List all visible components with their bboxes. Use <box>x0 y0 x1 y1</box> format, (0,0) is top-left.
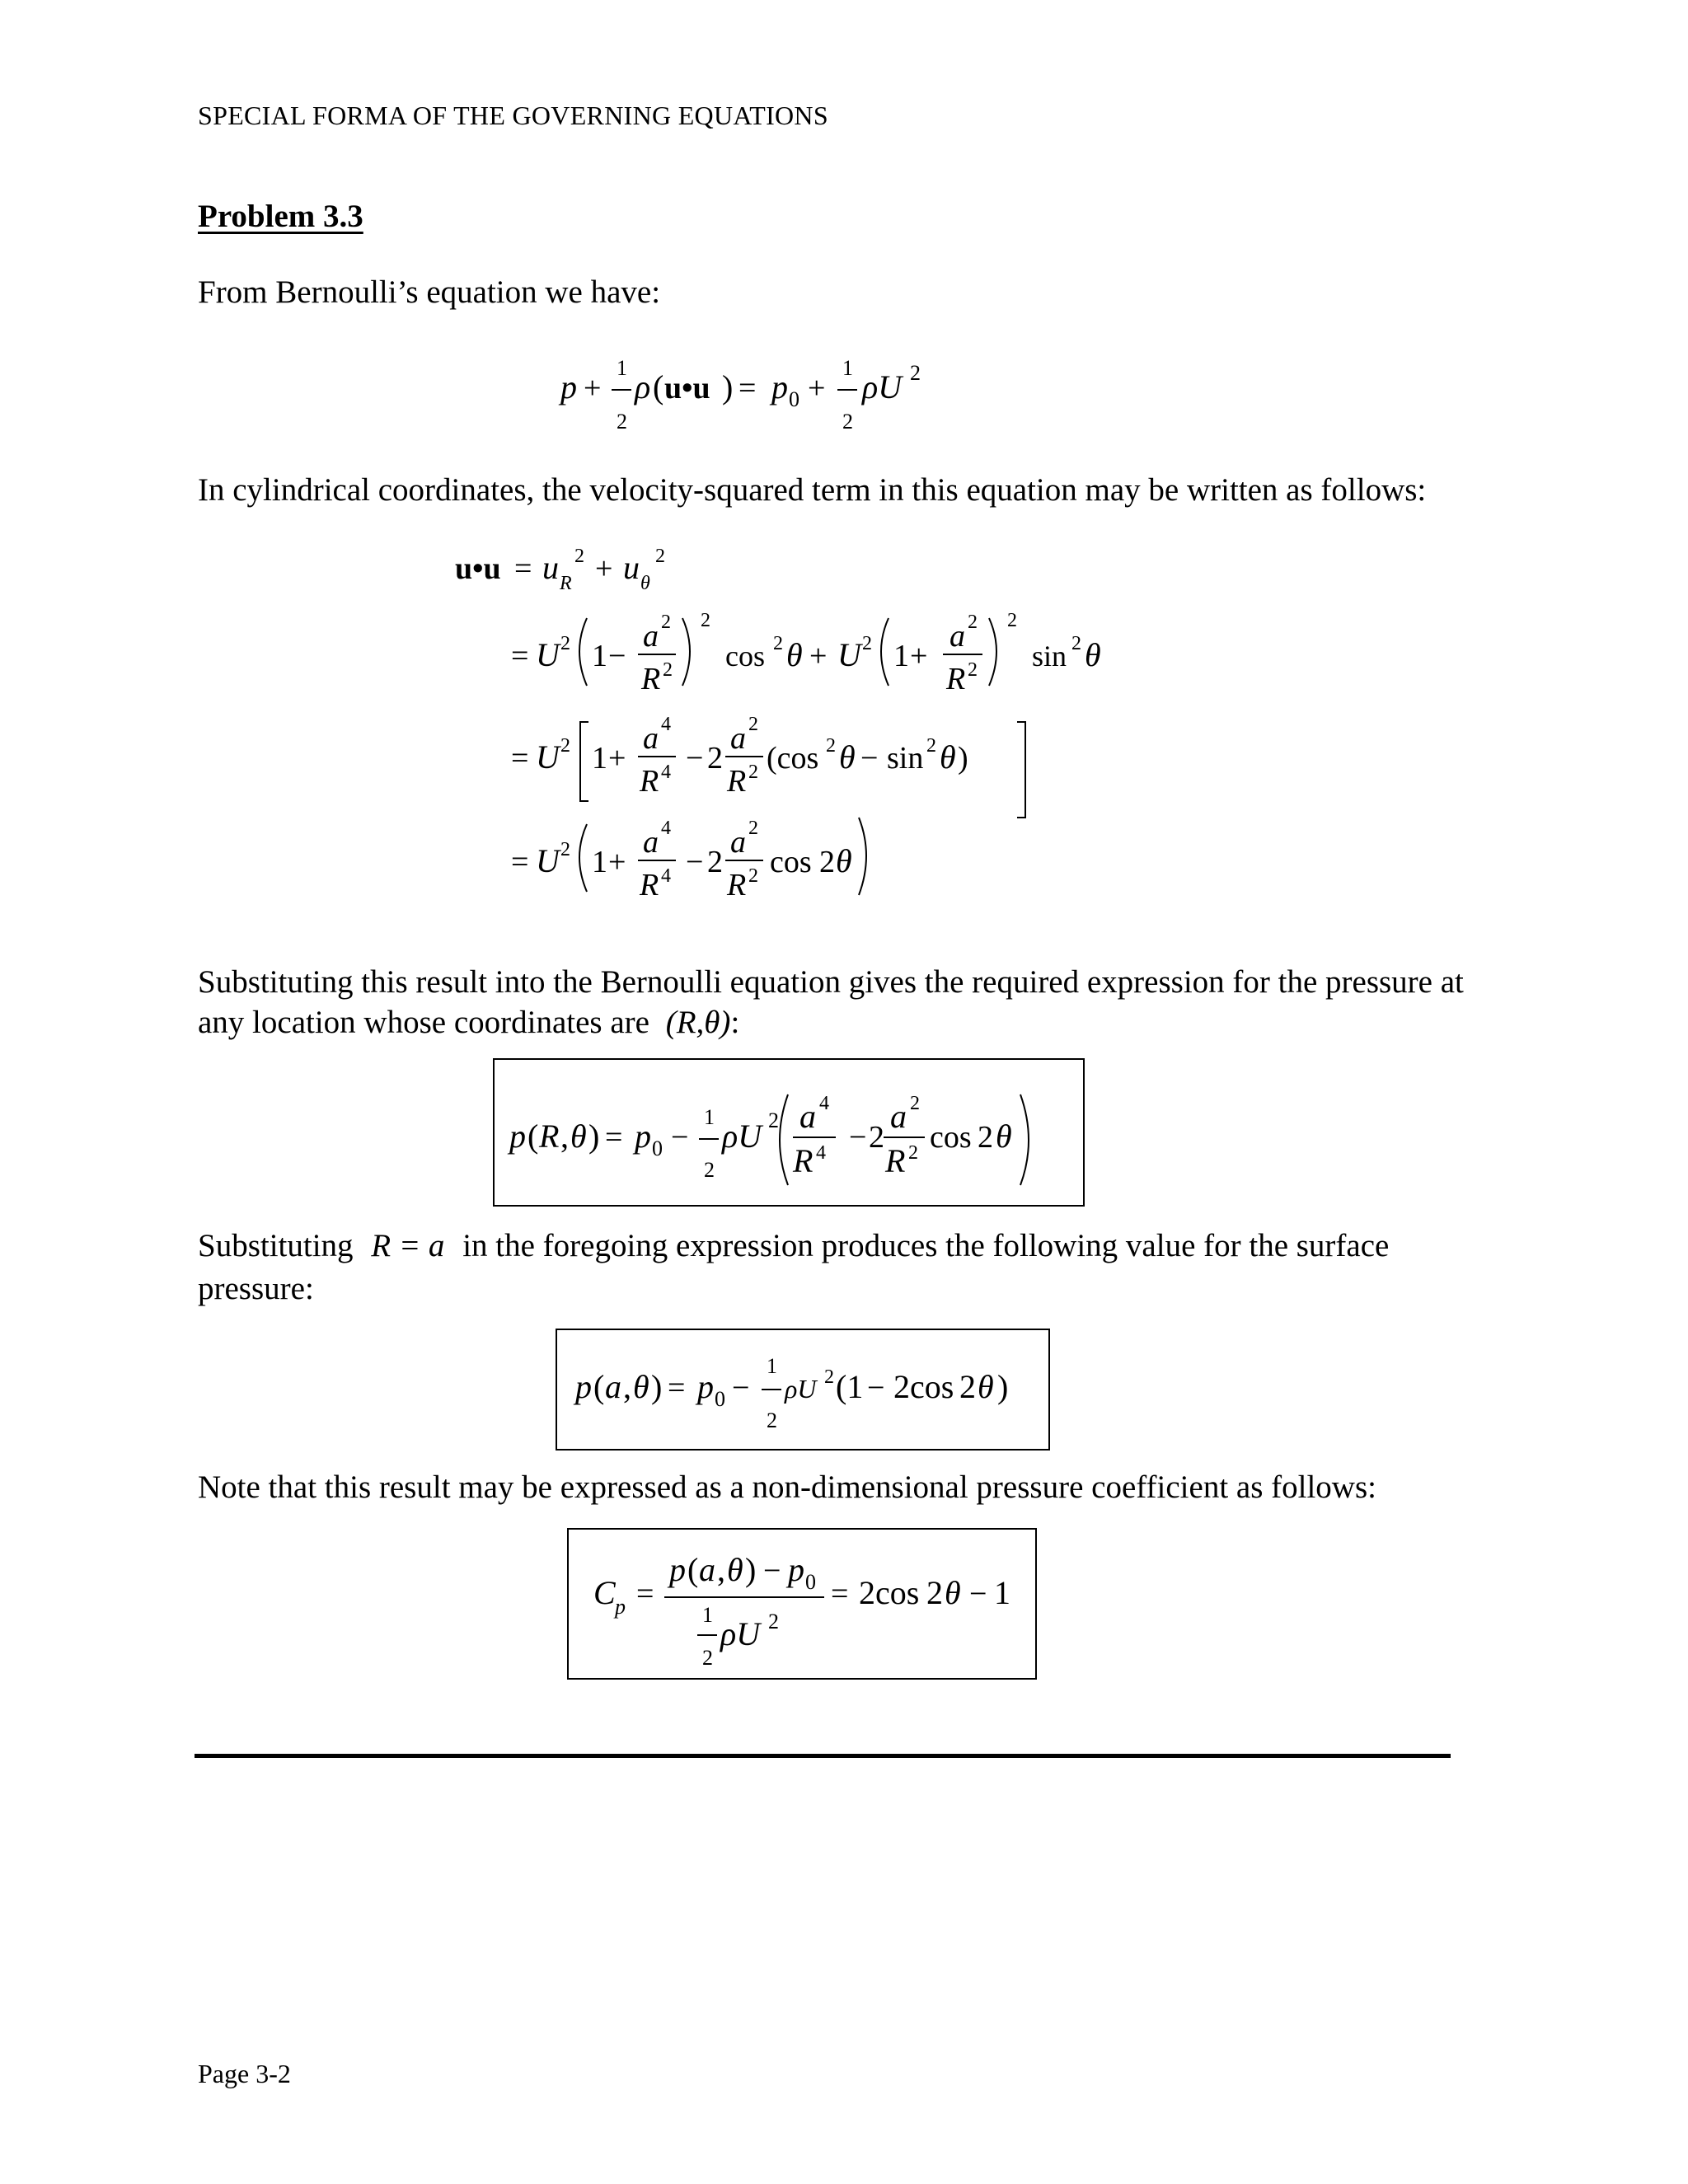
svg-text:1: 1 <box>842 356 853 380</box>
svg-text:=: = <box>511 639 529 673</box>
svg-text:θ: θ <box>945 1574 961 1611</box>
svg-text:2: 2 <box>707 741 723 776</box>
svg-text:u: u <box>623 549 640 586</box>
svg-text:ρ: ρ <box>635 368 651 405</box>
svg-text:p: p <box>575 1368 592 1405</box>
svg-text:cos: cos <box>725 640 765 673</box>
svg-text:=: = <box>668 1371 686 1405</box>
equation-bernoulli <box>552 350 981 441</box>
svg-text:2: 2 <box>869 1120 884 1155</box>
svg-text:R: R <box>640 764 659 799</box>
svg-text:R: R <box>641 662 661 696</box>
svg-text:+: + <box>595 551 613 586</box>
svg-text:a: a <box>643 825 659 860</box>
svg-text:1: 1 <box>994 1574 1010 1611</box>
coords-math: (R,θ) <box>665 1005 731 1040</box>
svg-text:a: a <box>730 825 746 860</box>
svg-text:p: p <box>697 1368 714 1405</box>
svg-text:4: 4 <box>819 1093 829 1114</box>
svg-text:u•u: u•u <box>455 551 501 586</box>
svg-text:R: R <box>727 868 747 902</box>
svg-text:0: 0 <box>805 1570 816 1594</box>
svg-text:θ: θ <box>640 573 650 594</box>
svg-text:2: 2 <box>842 410 853 434</box>
svg-text:−: − <box>763 1554 781 1588</box>
svg-text:a: a <box>950 619 965 654</box>
svg-text:a: a <box>643 721 659 756</box>
svg-text:2: 2 <box>748 762 758 783</box>
svg-text:R: R <box>640 868 659 902</box>
svg-text:2: 2 <box>617 410 627 434</box>
svg-text:2: 2 <box>968 659 978 681</box>
svg-text:R: R <box>727 764 747 799</box>
svg-text:p: p <box>509 1118 526 1155</box>
svg-text:2: 2 <box>926 735 936 757</box>
page-number: Page 3-2 <box>198 2059 291 2088</box>
svg-text:2cos: 2cos <box>859 1574 920 1611</box>
svg-text:): ) <box>588 1118 600 1155</box>
svg-text:2: 2 <box>819 845 835 879</box>
paragraph-substitution-end: : <box>730 1005 740 1040</box>
svg-text:θ: θ <box>633 1368 649 1405</box>
svg-text:(: ( <box>687 1551 699 1588</box>
svg-text:(: ( <box>653 368 664 405</box>
svg-text:+: + <box>608 845 626 879</box>
svg-text:U: U <box>837 636 861 673</box>
paragraph-cylindrical: In cylindrical coordinates, the velocity-squared term in this equation may be written as follows: <box>198 472 1427 508</box>
svg-text:a: a <box>699 1551 715 1588</box>
svg-text:): ) <box>745 1551 757 1588</box>
svg-text:−: − <box>849 1120 867 1155</box>
svg-text:u: u <box>542 549 559 586</box>
equation-surface-pressure <box>569 1338 1047 1444</box>
svg-text:p: p <box>560 368 577 405</box>
svg-text:θ: θ <box>996 1118 1012 1155</box>
svg-text:2: 2 <box>978 1120 993 1155</box>
svg-text:+: + <box>584 371 602 405</box>
svg-text:2: 2 <box>560 633 570 654</box>
svg-text:a: a <box>890 1098 907 1135</box>
svg-text:(cos: (cos <box>767 741 819 776</box>
svg-text:R: R <box>885 1142 906 1179</box>
boxed-equation-pressure-coefficient <box>567 1528 1037 1680</box>
svg-text:cos: cos <box>770 845 812 879</box>
svg-text:=: = <box>738 371 757 405</box>
svg-text:2: 2 <box>704 1158 715 1182</box>
svg-text:C: C <box>593 1574 616 1611</box>
svg-text:+: + <box>808 371 826 405</box>
svg-text:p: p <box>771 368 788 405</box>
svg-text:1: 1 <box>617 356 627 380</box>
equation-velocity-squared <box>445 544 1154 931</box>
svg-text:1: 1 <box>704 1105 715 1129</box>
svg-text:ρU: ρU <box>862 368 903 405</box>
svg-text:2: 2 <box>748 714 758 735</box>
svg-text:2: 2 <box>707 845 723 879</box>
svg-text:1: 1 <box>592 845 607 879</box>
svg-text:4: 4 <box>816 1142 826 1164</box>
svg-text:2: 2 <box>748 818 758 839</box>
paragraph-intro: From Bernoulli’s equation we have: <box>198 274 661 310</box>
svg-text:−: − <box>969 1577 987 1611</box>
svg-text:−: − <box>732 1371 750 1405</box>
svg-text:2: 2 <box>702 1646 713 1670</box>
svg-text:2: 2 <box>560 839 570 860</box>
svg-text:U: U <box>536 738 560 776</box>
paragraph-surface-a: Substituting <box>198 1228 354 1263</box>
svg-text:R: R <box>539 1118 560 1155</box>
paragraph-substitution <box>198 962 1467 1043</box>
svg-text:2: 2 <box>926 1574 943 1611</box>
svg-text:1: 1 <box>592 639 607 673</box>
svg-text:2: 2 <box>824 1366 834 1388</box>
equation-pressure-field <box>503 1076 1080 1192</box>
boxed-equation-surface-pressure <box>556 1329 1050 1451</box>
svg-text:sin: sin <box>1032 640 1067 673</box>
svg-text:θ: θ <box>786 636 803 673</box>
svg-text:2: 2 <box>560 735 570 757</box>
svg-text:θ: θ <box>570 1118 587 1155</box>
svg-text:R: R <box>793 1142 814 1179</box>
horizontal-rule <box>195 1754 1451 1758</box>
svg-text:2: 2 <box>910 361 921 385</box>
paragraph-surface <box>198 1225 1467 1310</box>
svg-text:0: 0 <box>652 1137 663 1160</box>
svg-text:θ: θ <box>727 1551 743 1588</box>
paragraph-substitution-text: Substituting this result into the Bernoulli equation gives the required expression for the pressure at any location whose coordinates are <box>198 964 1464 1040</box>
svg-text:ρU: ρU <box>720 1615 761 1652</box>
svg-text:=: = <box>605 1120 623 1155</box>
svg-text:U: U <box>536 636 560 673</box>
svg-text:−: − <box>686 845 704 879</box>
svg-text:2: 2 <box>968 612 978 633</box>
svg-text:u•u: u•u <box>664 371 710 405</box>
svg-text:p: p <box>615 1595 626 1619</box>
svg-text:θ: θ <box>940 738 956 776</box>
svg-text:p: p <box>788 1551 804 1588</box>
equation-pressure-coefficient <box>577 1538 1030 1673</box>
svg-text:2: 2 <box>767 1408 777 1432</box>
svg-text:1: 1 <box>767 1354 777 1378</box>
svg-text:1: 1 <box>893 639 909 673</box>
svg-text:R: R <box>946 662 966 696</box>
svg-text:2: 2 <box>661 612 671 633</box>
svg-text:−: − <box>608 639 626 673</box>
svg-text:2: 2 <box>768 1108 779 1132</box>
svg-text:+: + <box>608 741 626 776</box>
svg-text:(1: (1 <box>836 1368 864 1405</box>
svg-text:4: 4 <box>661 762 671 783</box>
svg-text:θ: θ <box>1085 636 1101 673</box>
svg-text:2: 2 <box>910 1093 920 1114</box>
svg-text:=: = <box>636 1577 654 1611</box>
svg-text:p: p <box>635 1118 651 1155</box>
svg-text:=: = <box>514 551 532 586</box>
svg-text:): ) <box>958 741 968 776</box>
svg-text:): ) <box>722 368 734 405</box>
svg-text:2: 2 <box>908 1142 918 1164</box>
svg-text:θ: θ <box>836 842 852 879</box>
svg-text:4: 4 <box>661 818 671 839</box>
svg-text:2: 2 <box>574 546 584 567</box>
svg-text:0: 0 <box>789 387 799 411</box>
svg-text:2: 2 <box>959 1368 976 1405</box>
svg-text:): ) <box>997 1368 1009 1405</box>
svg-text:2: 2 <box>701 610 710 631</box>
svg-text:+: + <box>910 639 928 673</box>
svg-text:θ: θ <box>978 1368 994 1405</box>
svg-text:(: ( <box>528 1118 539 1155</box>
svg-text:a: a <box>799 1098 816 1135</box>
svg-text:2: 2 <box>663 659 673 681</box>
svg-text:2: 2 <box>826 735 836 757</box>
svg-text:p: p <box>669 1551 686 1588</box>
svg-text:2: 2 <box>748 865 758 887</box>
svg-text:=: = <box>831 1577 849 1611</box>
svg-text:2: 2 <box>773 633 783 654</box>
boxed-equation-pressure-field <box>493 1058 1085 1207</box>
svg-text:2: 2 <box>768 1610 779 1633</box>
svg-text:4: 4 <box>661 714 671 735</box>
svg-text:,: , <box>623 1368 631 1405</box>
svg-text:,: , <box>560 1118 569 1155</box>
svg-text:a: a <box>643 619 659 654</box>
svg-text:1: 1 <box>592 741 607 776</box>
svg-text:2: 2 <box>862 633 872 654</box>
svg-text:2: 2 <box>1007 610 1017 631</box>
problem-title: Problem 3.3 <box>198 199 363 234</box>
svg-text:−: − <box>671 1120 689 1155</box>
svg-text:a: a <box>605 1368 621 1405</box>
svg-text:2: 2 <box>1071 633 1081 654</box>
paragraph-coefficient: Note that this result may be expressed as a non-dimensional pressure coefficient as follows: <box>198 1469 1376 1505</box>
svg-text:+: + <box>809 639 828 673</box>
svg-text:ρU: ρU <box>722 1118 762 1155</box>
svg-text:θ: θ <box>839 738 856 776</box>
svg-text:ρU: ρU <box>785 1374 817 1404</box>
svg-text:=: = <box>511 845 529 879</box>
svg-text:0: 0 <box>715 1387 725 1411</box>
svg-text:U: U <box>536 842 560 879</box>
running-header: SPECIAL FORMA OF THE GOVERNING EQUATIONS <box>198 101 828 130</box>
svg-text:cos: cos <box>930 1120 972 1155</box>
paragraph-surface-b: in the foregoing expression produces the following value for the surface pressure: <box>198 1228 1390 1306</box>
svg-text:4: 4 <box>661 865 671 887</box>
svg-text:1: 1 <box>702 1603 713 1627</box>
svg-text:(: ( <box>593 1368 605 1405</box>
svg-text:=: = <box>511 741 529 776</box>
svg-text:): ) <box>651 1368 663 1405</box>
svg-text:R: R <box>560 573 572 594</box>
svg-text:−: − <box>867 1371 885 1405</box>
svg-text:a: a <box>730 721 746 756</box>
svg-text:sin: sin <box>887 741 924 776</box>
svg-text:,: , <box>717 1551 725 1588</box>
r-equals-a-math: R = a <box>371 1228 445 1263</box>
svg-text:−: − <box>686 741 704 776</box>
svg-text:2cos: 2cos <box>893 1368 954 1405</box>
svg-text:2: 2 <box>655 546 665 567</box>
svg-text:−: − <box>860 741 879 776</box>
